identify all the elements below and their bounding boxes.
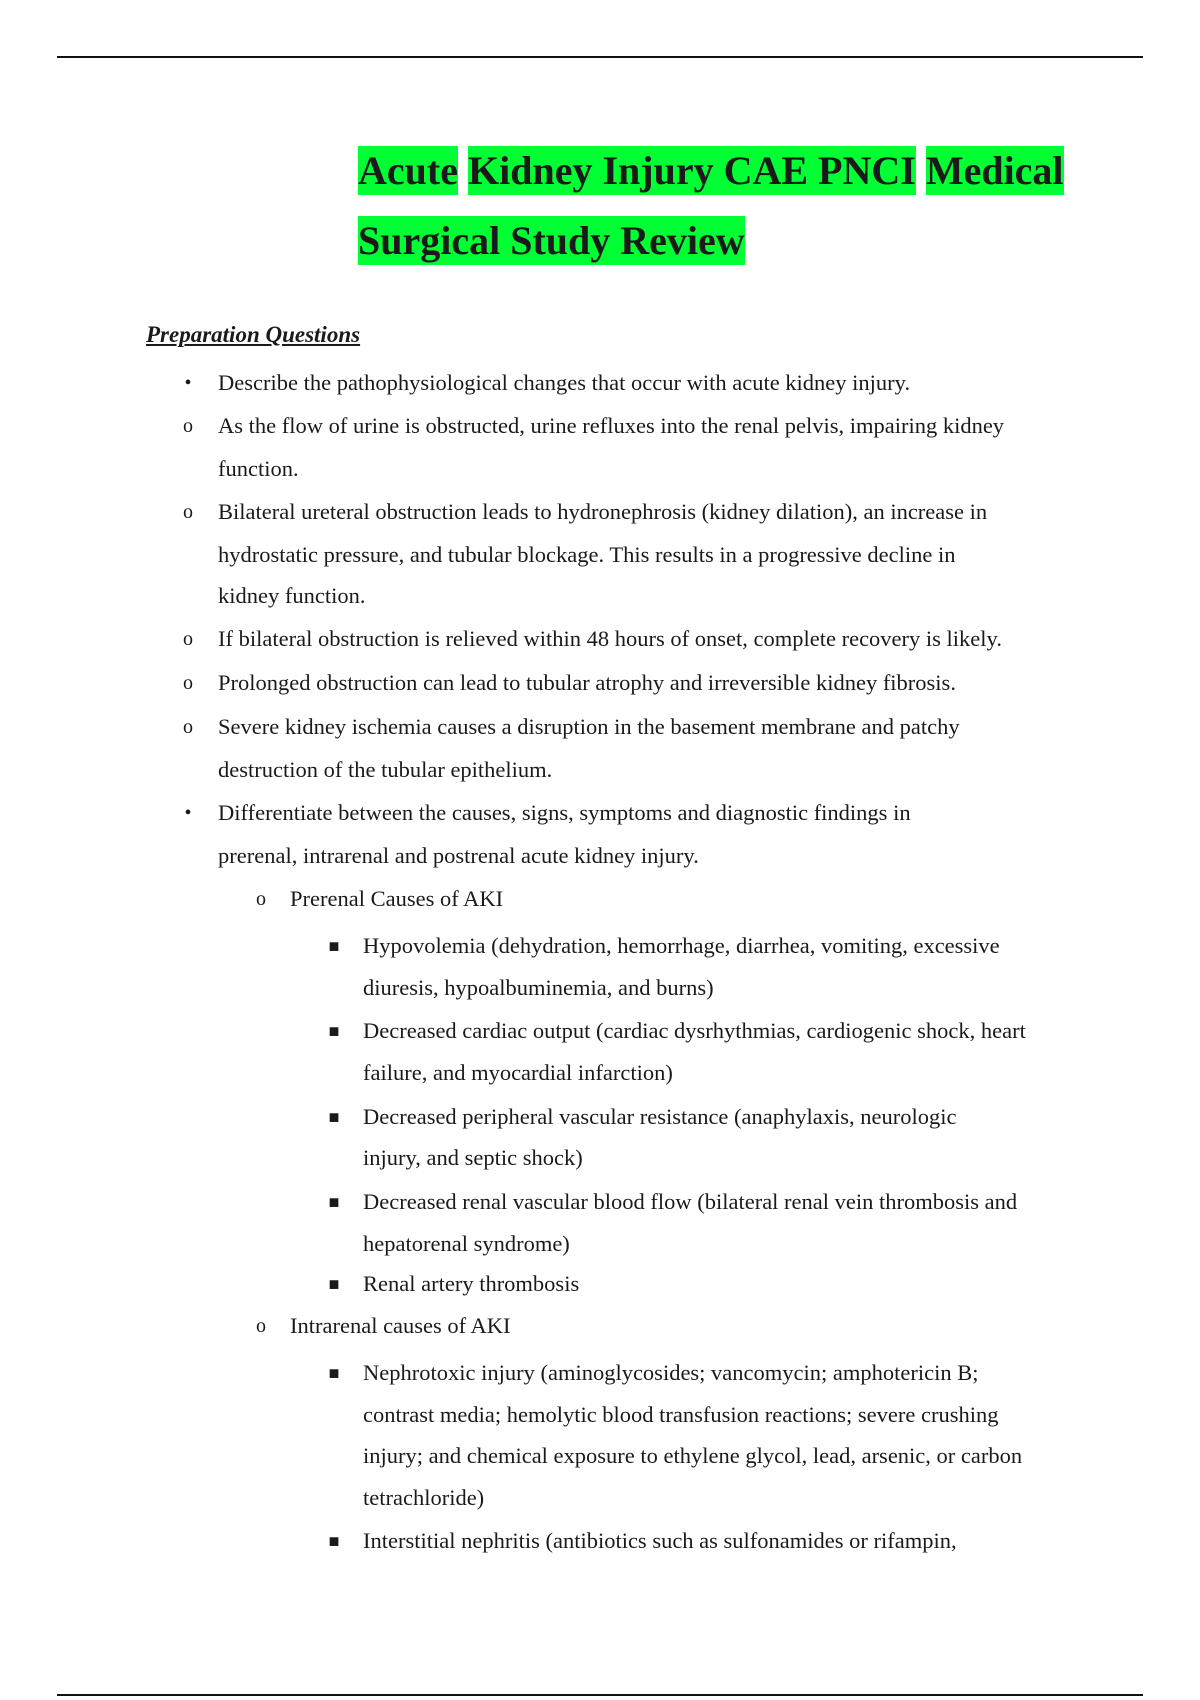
list-item-continued: prerenal, intrarenal and postrenal acute kidney injury. [218, 843, 699, 868]
list-item: As the flow of urine is obstructed, urine refluxes into the renal pelvis, impairing kidney [218, 413, 1005, 438]
list-item: Bilateral ureteral obstruction leads to hydronephrosis (kidney dilation), an increase in [218, 499, 988, 524]
list-item-continued: function. [218, 456, 299, 481]
list-item: Describe the pathophysiological changes that occur with acute kidney injury. [218, 370, 911, 395]
list-item: Prolonged obstruction can lead to tubular atrophy and irreversible kidney fibrosis. [218, 670, 956, 695]
circle-marker: o [183, 501, 193, 523]
list-item: Severe kidney ischemia causes a disruption in the basement membrane and patchy [218, 714, 960, 739]
list-item-continued: diuresis, hypoalbuminemia, and burns) [363, 975, 714, 1000]
list-item-continued: kidney function. [218, 583, 366, 608]
list-item: Decreased cardiac output (cardiac dysrhythmias, cardiogenic shock, heart [363, 1018, 1026, 1043]
list-item-continued: tetrachloride) [363, 1485, 485, 1510]
list-item-continued: hydrostatic pressure, and tubular blockage. This results in a progressive decline in [218, 542, 956, 567]
square-marker: ■ [328, 1531, 340, 1551]
circle-marker: o [183, 415, 193, 437]
square-marker: ■ [328, 1274, 340, 1294]
square-marker: ■ [328, 936, 340, 956]
section-heading: Preparation Questions [146, 322, 361, 347]
square-marker: ■ [328, 1192, 340, 1212]
list-item: If bilateral obstruction is relieved within 48 hours of onset, complete recovery is likely. [218, 626, 1002, 651]
bottom-rule [57, 1694, 1143, 1696]
list-item: Renal artery thrombosis [363, 1271, 580, 1296]
title-line-2: Surgical Study Review [358, 218, 745, 263]
list-item: Hypovolemia (dehydration, hemorrhage, diarrhea, vomiting, excessive [363, 933, 1000, 958]
title-word-medical: Medical [925, 148, 1064, 193]
bullet-marker: • [184, 802, 192, 824]
subheading-prerenal: Prerenal Causes of AKI [290, 886, 504, 911]
list-item: Nephrotoxic injury (aminoglycosides; vancomycin; amphotericin B; [363, 1360, 979, 1385]
circle-marker: o [256, 888, 266, 910]
list-item: Interstitial nephritis (antibiotics such as sulfonamides or rifampin, [363, 1528, 957, 1553]
circle-marker: o [183, 628, 193, 650]
list-item-continued: injury; and chemical exposure to ethylene glycol, lead, arsenic, or carbon [363, 1443, 1023, 1468]
list-item-continued: destruction of the tubular epithelium. [218, 757, 553, 782]
list-item-continued: injury, and septic shock) [363, 1145, 583, 1170]
list-item-continued: hepatorenal syndrome) [363, 1231, 570, 1256]
list-item-continued: failure, and myocardial infarction) [363, 1060, 673, 1085]
bullet-marker: • [184, 372, 192, 394]
square-marker: ■ [328, 1363, 340, 1383]
top-rule [57, 56, 1143, 58]
list-item: Differentiate between the causes, signs, symptoms and diagnostic findings in [218, 800, 911, 825]
document-title [358, 136, 1118, 276]
circle-marker: o [256, 1315, 266, 1337]
list-item-continued: contrast media; hemolytic blood transfusion reactions; severe crushing [363, 1402, 999, 1427]
title-word-acute: Acute [358, 148, 458, 193]
list-item: Decreased renal vascular blood flow (bilateral renal vein thrombosis and [363, 1189, 1018, 1214]
title-words-kidney-injury: Kidney Injury CAE PNCI [467, 148, 916, 193]
circle-marker: o [183, 672, 193, 694]
square-marker: ■ [328, 1021, 340, 1041]
list-item: Decreased peripheral vascular resistance (anaphylaxis, neurologic [363, 1104, 957, 1129]
square-marker: ■ [328, 1107, 340, 1127]
subheading-intrarenal: Intrarenal causes of AKI [290, 1313, 511, 1338]
circle-marker: o [183, 716, 193, 738]
